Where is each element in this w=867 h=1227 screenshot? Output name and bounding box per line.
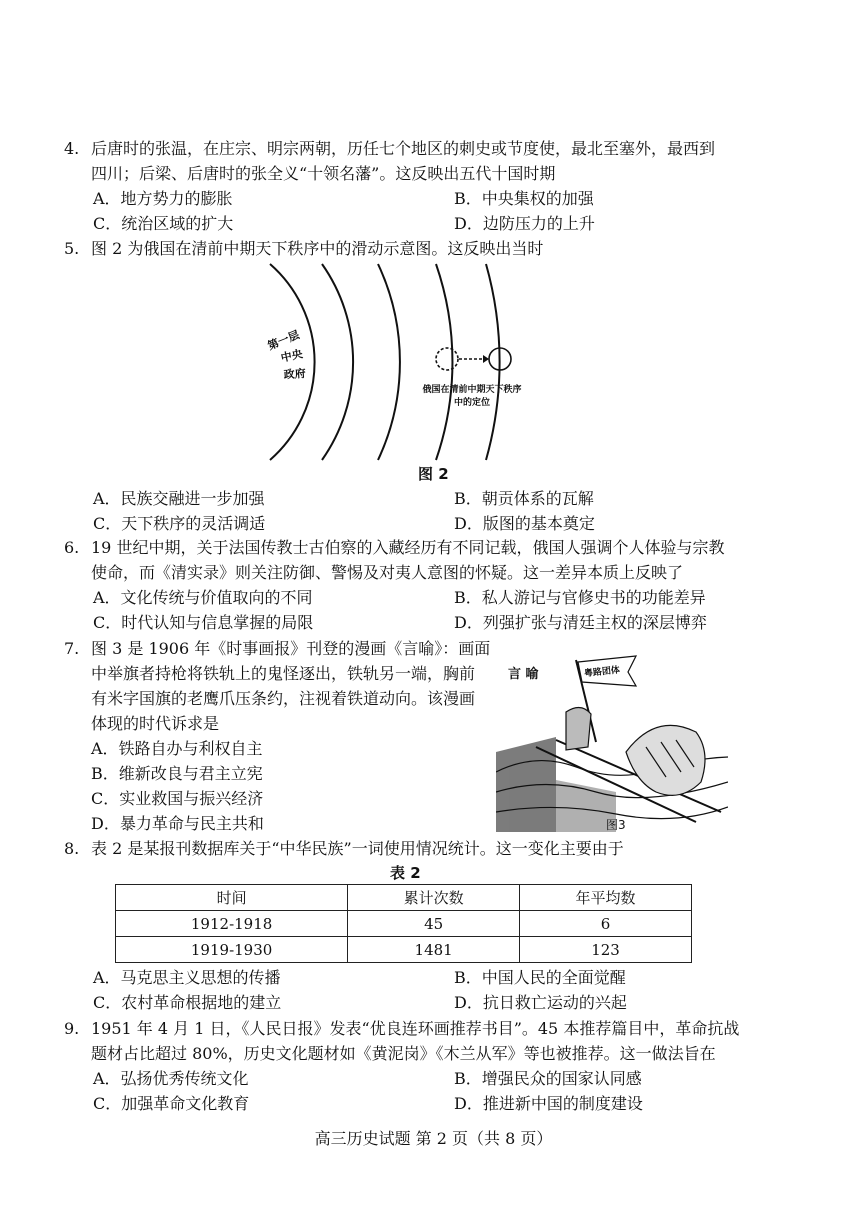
center-label-line-3: 政府 [283, 366, 307, 382]
question-5-options [64, 486, 744, 536]
question-number: 8. [64, 839, 80, 858]
option-d[interactable]: D．暴力革命与民主共和 [91, 814, 264, 833]
slide-arrow-head [483, 355, 489, 363]
option-d[interactable]: D．边防压力的上升 [454, 214, 595, 233]
table-row [116, 937, 692, 963]
options [91, 486, 744, 536]
option-c[interactable]: C．实业救国与振兴经济 [91, 789, 264, 808]
option-c[interactable]: C．农村革命根据地的建立 [93, 993, 282, 1012]
table-2 [115, 884, 692, 963]
center-label-line-1: 第一层 [265, 328, 302, 353]
question-8 [64, 836, 744, 861]
page-footer: 高三历史试题 第 2 页（共 8 页） [314, 1129, 553, 1148]
question-9 [64, 1016, 744, 1116]
stem-line: 图 3 是 1906 年《时事画报》刊登的漫画《言喻》：画面 [91, 639, 491, 658]
option-a[interactable]: A．马克思主义思想的传播 [93, 968, 281, 987]
stem-line: 1951 年 4 月 1 日，《人民日报》发表“优良连环画推荐书目”。45 本推荐篇目中，革命抗战 [91, 1019, 740, 1038]
option-d[interactable]: D．抗日救亡运动的兴起 [454, 993, 627, 1012]
option-c[interactable]: C．时代认知与信息掌握的局限 [93, 613, 314, 632]
stem-line: 图 2 为俄国在清前中期天下秩序中的滑动示意图。这反映出当时 [91, 239, 544, 258]
options [91, 965, 744, 1015]
stem-line: 题材占比超过 80%，历史文化题材如《黄泥岗》《木兰从军》等也被推荐。这一做法旨在 [91, 1044, 716, 1063]
table-header-cell: 时间 [116, 885, 348, 911]
question-stem [91, 636, 491, 736]
option-b[interactable]: B．增强民众的国家认同感 [454, 1069, 642, 1088]
table-cell: 45 [348, 911, 520, 937]
table-row [116, 911, 692, 937]
cartoon-flag-text: 粤路团体 [583, 665, 621, 680]
position-label-line-2: 中的定位 [453, 398, 491, 408]
figure-3-cartoon [496, 652, 728, 832]
table-cell: 6 [520, 911, 692, 937]
option-c[interactable]: C．加强革命文化教育 [93, 1094, 250, 1113]
question-number: 4. [64, 139, 80, 158]
figure-2-caption: 图 2 [418, 465, 449, 483]
cartoon-title: 言 喻 [508, 667, 539, 682]
option-d[interactable]: D．列强扩张与清廷主权的深层博弈 [454, 613, 707, 632]
options [91, 186, 744, 236]
option-d[interactable]: D．推进新中国的制度建设 [454, 1094, 643, 1113]
option-b[interactable]: B．维新改良与君主立宪 [91, 764, 263, 783]
cartoon-figure [566, 707, 591, 750]
options [91, 1066, 744, 1116]
table-2-caption: 表 2 [390, 864, 421, 882]
stem-line: 后唐时的张温，在庄宗、明宗两朝，历任七个地区的刺史或节度使，最北至塞外，最西到 [91, 139, 716, 158]
table-cell: 1481 [348, 937, 520, 963]
option-a[interactable]: A．文化传统与价值取向的不同 [93, 588, 313, 607]
question-stem [91, 236, 744, 261]
table-header-row [116, 885, 692, 911]
figure-2-diagram [260, 262, 580, 462]
center-label-line-2: 中央 [279, 347, 304, 365]
arc-layer-3 [378, 264, 400, 460]
question-7 [64, 636, 491, 836]
former-position-circle [436, 348, 458, 370]
question-4 [64, 136, 744, 236]
option-a[interactable]: A．铁路自办与利权自主 [91, 739, 263, 758]
option-c[interactable]: C．统治区域的扩大 [93, 214, 234, 233]
question-number: 9. [64, 1019, 80, 1038]
question-stem [91, 1016, 744, 1066]
table-header-cell: 年平均数 [520, 885, 692, 911]
stem-line: 表 2 是某报刊数据库关于“中华民族”一词使用情况统计。这一变化主要由于 [91, 839, 624, 858]
question-5 [64, 236, 744, 261]
stem-line: 体现的时代诉求是 [91, 714, 220, 733]
option-a[interactable]: A．弘扬优秀传统文化 [93, 1069, 249, 1088]
stem-line: 四川；后梁、后唐时的张全义“十领名藩”。这反映出五代十国时期 [91, 164, 556, 183]
arc-layer-4 [436, 264, 452, 460]
question-8-options [64, 965, 744, 1015]
options [91, 736, 484, 836]
position-label-line-1: 俄国在清前中期天下秩序 [422, 385, 522, 395]
option-b[interactable]: B．私人游记与官修史书的功能差异 [454, 588, 706, 607]
option-a[interactable]: A．地方势力的膨胀 [93, 189, 233, 208]
stem-line: 有米字国旗的老鹰爪压条约，注视着铁道动向。该漫画 [91, 689, 476, 708]
question-number: 7. [64, 639, 80, 658]
option-c[interactable]: C．天下秩序的灵活调适 [93, 514, 266, 533]
option-b[interactable]: B．中央集权的加强 [454, 189, 594, 208]
table-cell: 123 [520, 937, 692, 963]
question-stem [91, 136, 744, 186]
figure-3-caption: 图3 [606, 818, 626, 832]
question-number: 6. [64, 538, 80, 557]
stem-line: 使命，而《清实录》则关注防御、警惕及对夷人意图的怀疑。这一差异本质上反映了 [91, 563, 684, 582]
table-header-cell: 累计次数 [348, 885, 520, 911]
question-stem [91, 535, 744, 585]
question-number: 5. [64, 239, 80, 258]
question-stem [91, 836, 744, 861]
option-d[interactable]: D．版图的基本奠定 [454, 514, 595, 533]
stem-line: 中举旗者持枪将铁轨上的鬼怪逐出，铁轨另一端，胸前 [91, 664, 476, 683]
stem-line: 19 世纪中期，关于法国传教士古伯察的入藏经历有不同记载，俄国人强调个人体验与宗教 [91, 538, 725, 557]
arc-layer-5 [486, 264, 500, 460]
option-b[interactable]: B．朝贡体系的瓦解 [454, 489, 594, 508]
option-b[interactable]: B．中国人民的全面觉醒 [454, 968, 626, 987]
option-a[interactable]: A．民族交融进一步加强 [93, 489, 265, 508]
table-cell: 1919-1930 [116, 937, 348, 963]
table-cell: 1912-1918 [116, 911, 348, 937]
arc-layer-2 [322, 264, 353, 460]
question-6 [64, 535, 744, 635]
options [91, 585, 744, 635]
